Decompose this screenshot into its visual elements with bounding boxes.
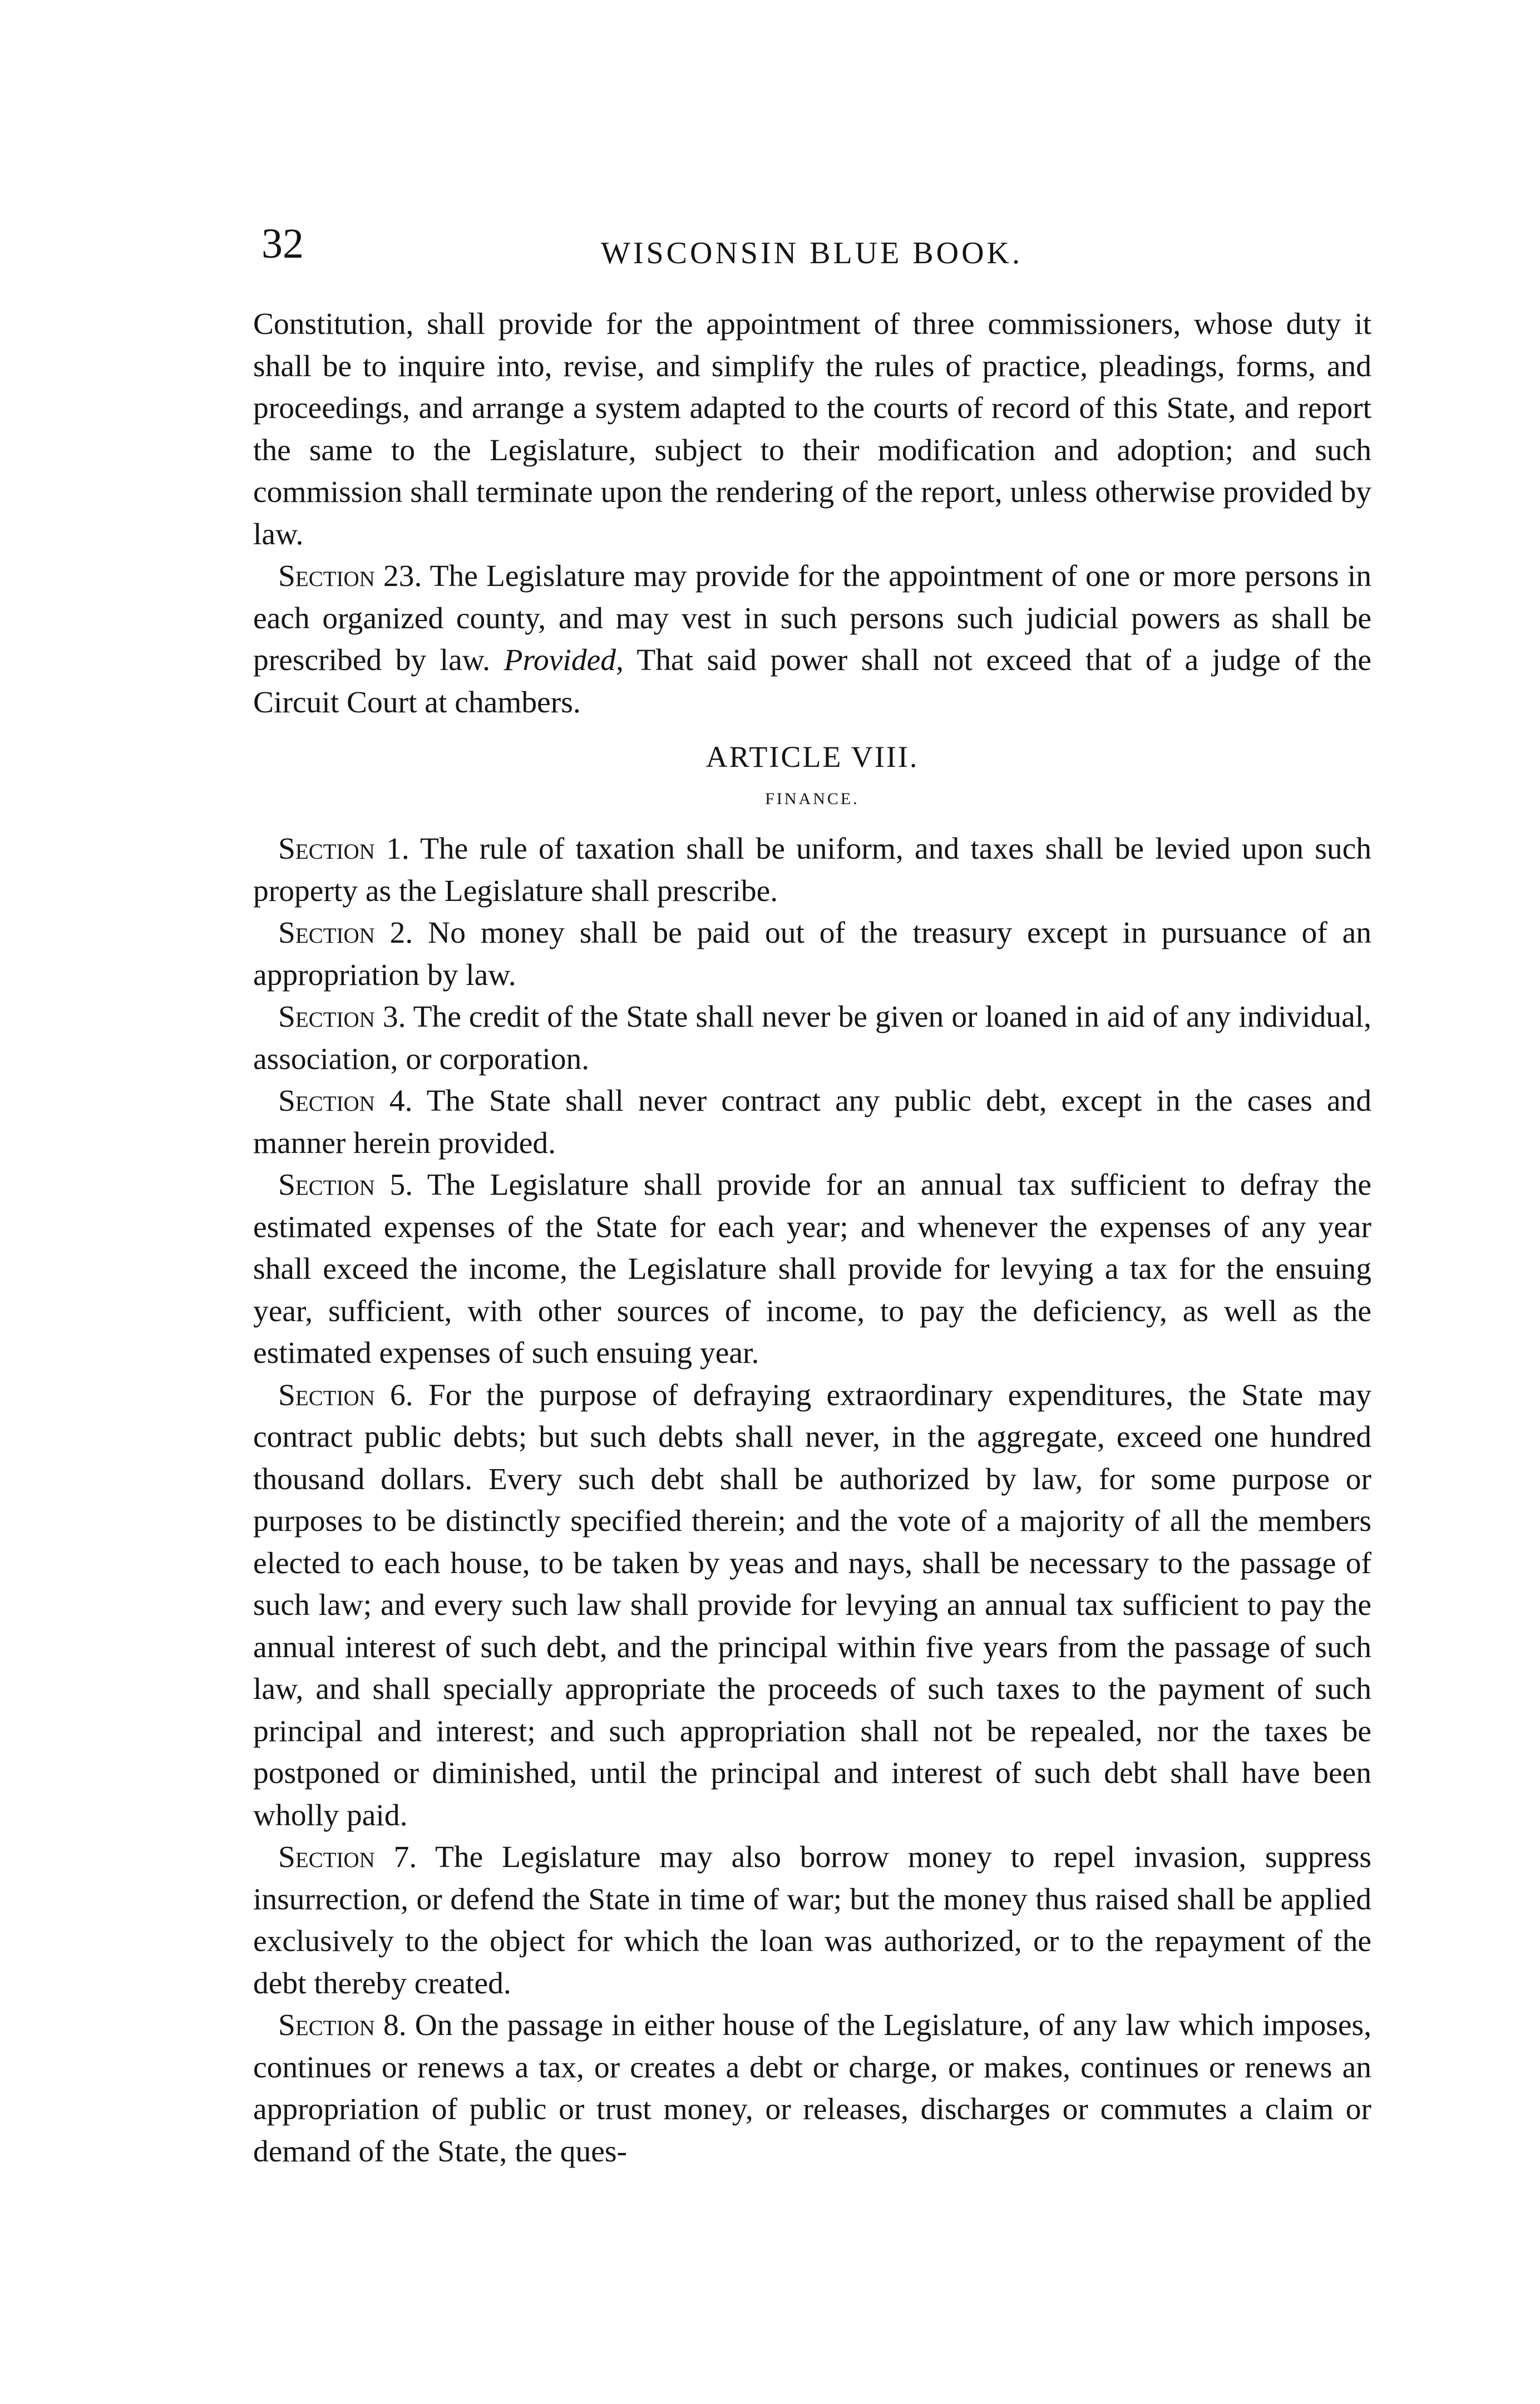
section-paragraph (253, 1375, 1371, 1837)
section-label: Section 5. (278, 1168, 413, 1202)
section-text: No money shall be paid out of the treasury except in pursuance of an appropriation by law. (253, 916, 1372, 992)
section-label: Section 3. (278, 1000, 406, 1034)
section-paragraph (253, 996, 1371, 1080)
section-text: For the purpose of defraying extraordinary expenditures, the State may contract public debts; but such debts shall never, in the aggregate, exceed one hundred thousand dollars. Every such debt shall be authorized by law, for some purpose or purposes to be distinctly specified therein; and the vote of a majority of all the members elected to each house, to be taken by yeas and nays, shall be necessary to the passage of such law; and every such law shall provide for levying an annual tax sufficient to pay the annual interest of such debt, and the principal within five years from the passage of such law, and shall specially appropriate the proceeds of such taxes to the payment of such principal and interest; and such appropriation shall not be repealed, nor the taxes be postponed or diminished, until the principal and interest of such debt shall have been wholly paid. (253, 1378, 1372, 1832)
section-text: The rule of taxation shall be uniform, and taxes shall be levied upon such property as the Legislature shall prescribe. (253, 832, 1372, 908)
section-23-paragraph (253, 555, 1371, 723)
section-label: Section 8. (278, 2008, 407, 2042)
section-text: The State shall never contract any public debt, except in the cases and manner herein provided. (253, 1084, 1372, 1160)
section-text: The Legislature may also borrow money to repel invasion, suppress insurrection, or defend the State in time of war; but the money thus raised shall be applied exclusively to the object for which the loan was authorized, or to the repayment of the debt thereby created. (253, 1840, 1371, 2001)
section-text: On the passage in either house of the Legislature, of any law which imposes, continues or renews a tax, or creates a debt or charge, or makes, continues or renews an appropriation of public or trust money, or releases, discharges or commutes a claim or demand of the State, the ques- (253, 2008, 1372, 2169)
section-paragraph (253, 828, 1371, 912)
article-heading: ARTICLE VIII. (705, 740, 919, 774)
section-text: The Legislature shall provide for an annual tax sufficient to defray the estimated expenses of the State for each year; and whenever the expenses of any year shall exceed the income, the Legislature shall provide for levying a tax for the ensuing year, sufficient, with other sources of income, to pay the deficiency, as well as the estimated expenses of such ensuing year. (253, 1168, 1371, 1370)
section-text: That said power shall not exceed that of a judge of the Circuit Court at chambers. (253, 643, 1371, 720)
running-head (261, 216, 1358, 283)
section-label: Section 23. (278, 559, 422, 593)
section-paragraph (253, 1836, 1371, 2004)
section-label: Section 2. (278, 916, 413, 950)
section-paragraph (253, 1080, 1371, 1164)
page-number: 32 (261, 220, 304, 267)
section-text: The credit of the State shall never be given or loaned in aid of any individual, association, or corporation. (253, 1000, 1372, 1076)
section-label: Section 4. (278, 1084, 413, 1118)
section-text: The Legislature may provide for the appointment of one or more persons in each organized county, and may vest in such persons such judicial powers as shall be prescribed by law. (253, 559, 1371, 677)
section-label: Section 7. (278, 1840, 417, 1874)
running-head-title: WISCONSIN BLUE BOOK. (601, 236, 1023, 270)
section-label: Section 1. (278, 832, 409, 866)
continuation-paragraph: Constitution, shall provide for the appointment of three commissioners, whose duty it shall be to inquire into, revise, and simplify the rules of practice, pleadings, forms, and proceedings, and arrange a system adapted to the courts of record of this State, and report the same to the Legislature, subject to their modification and adoption; and such commission shall terminate upon the rendering of the report, unless otherwise provided by law. (253, 307, 1371, 551)
section-paragraph (253, 1164, 1371, 1375)
section-label: Section 6. (278, 1378, 413, 1412)
body-text (253, 303, 1371, 2173)
section-paragraph (253, 2004, 1371, 2173)
article-subheading: FINANCE. (765, 790, 860, 808)
section-paragraph (253, 912, 1371, 996)
provided-italic: Provided, (504, 643, 624, 677)
